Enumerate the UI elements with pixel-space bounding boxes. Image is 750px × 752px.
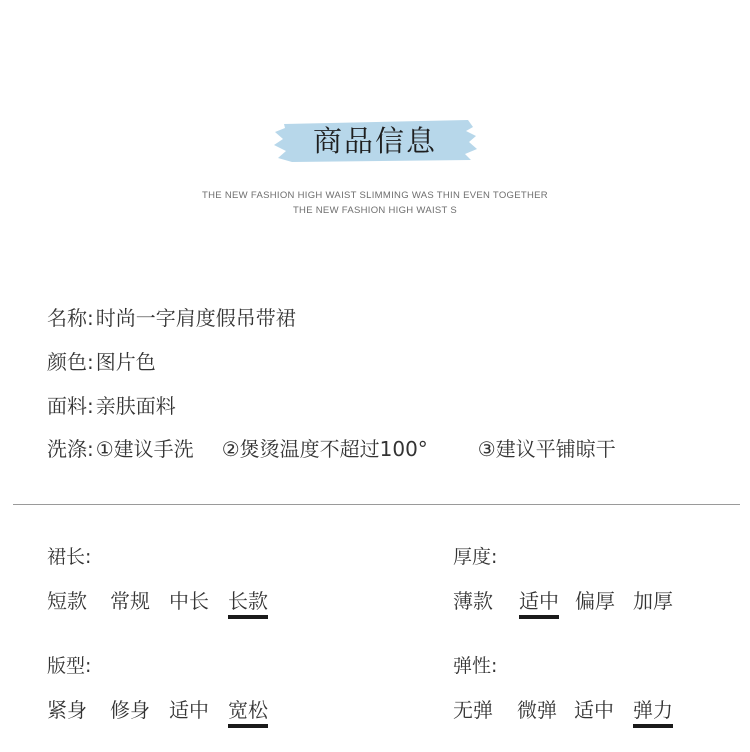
info-row-name (47, 302, 296, 331)
option-medium-selected: 适中 (519, 585, 559, 619)
section-title: 商品信息 (312, 124, 437, 158)
option-extra-thick: 加厚 (633, 589, 673, 613)
wash-label: 洗涤: (47, 437, 94, 461)
option-stretch-selected: 弹力 (633, 694, 673, 728)
option-no-stretch: 无弹 (453, 698, 493, 722)
info-row-fabric (47, 390, 176, 419)
wash-instruction-1: ①建议手洗 (95, 437, 194, 461)
option-long-selected: 长款 (228, 585, 268, 619)
option-midi: 中长 (169, 589, 209, 613)
option-regular: 常规 (110, 589, 150, 613)
section-title-banner (272, 118, 478, 164)
section-subtitle-line-2: THE NEW FASHION HIGH WAIST S (292, 205, 458, 216)
option-thin: 薄款 (453, 589, 493, 613)
name-label: 名称: (47, 306, 94, 330)
fabric-value: 亲肤面料 (95, 394, 176, 418)
fabric-label: 面料: (47, 394, 94, 418)
option-slim: 修身 (110, 698, 150, 722)
option-short: 短款 (47, 589, 87, 613)
color-label: 颜色: (47, 350, 94, 374)
option-thick: 偏厚 (575, 589, 615, 613)
color-value: 图片色 (95, 350, 156, 374)
divider (13, 504, 740, 505)
info-row-color (47, 346, 156, 375)
name-value: 时尚一字肩度假吊带裙 (95, 306, 296, 330)
option-slight-stretch: 微弹 (517, 698, 557, 722)
option-loose-selected: 宽松 (228, 694, 268, 728)
attr-elasticity-label: 弹性: (453, 655, 498, 677)
attr-thickness-label: 厚度: (453, 546, 498, 568)
wash-instruction-3: ③建议平铺晾干 (477, 437, 616, 461)
attr-fit-label: 版型: (47, 655, 92, 677)
attr-length-label: 裙长: (47, 546, 92, 568)
info-row-wash (47, 433, 616, 462)
option-regular-fit: 适中 (169, 698, 209, 722)
option-moderate-stretch: 适中 (574, 698, 614, 722)
option-tight: 紧身 (47, 698, 87, 722)
section-subtitle-line-1: THE NEW FASHION HIGH WAIST SLIMMING WAS THIN EVEN TOGETHER (202, 190, 548, 201)
wash-instruction-2: ②煲烫温度不超过100° (221, 437, 428, 461)
